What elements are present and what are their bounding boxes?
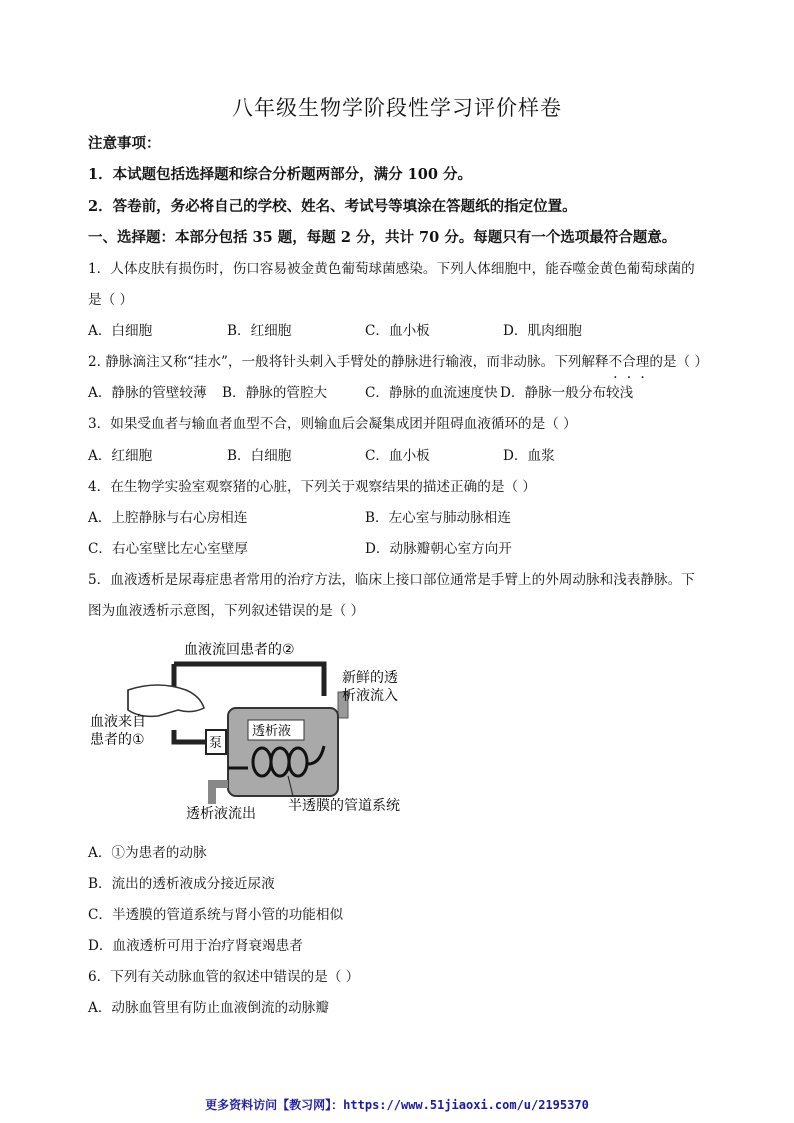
q2-option-a: A．静脉的管壁较薄 (88, 385, 207, 401)
q1-option-d: D．肌肉细胞 (503, 323, 582, 339)
q5-option-a: A．①为患者的动脉 (88, 845, 207, 861)
outflow-pipe (212, 784, 228, 804)
q1-option-a: A．白细胞 (88, 323, 153, 339)
q4-option-a: A．上腔静脉与右心房相连 (88, 510, 248, 526)
q6-stem: 6．下列有关动脉血管的叙述中错误的是（ ） (88, 969, 360, 985)
dialysis-diagram (88, 634, 418, 824)
q2-stem (88, 352, 708, 372)
return-label: 血液流回患者的② (184, 642, 295, 658)
q5-stem-line2: 图为血液透析示意图，下列叙述错误的是（ ） (88, 603, 365, 619)
q2-emphasis-char-2: 合 (622, 354, 636, 370)
dialysis-diagram-svg (88, 634, 418, 824)
q2-stem-suffix: 的是（ ） (649, 354, 709, 370)
q2-option-c: C．静脉的血流速度快 (365, 385, 498, 401)
q2-option-b: B．静脉的管腔大 (222, 385, 328, 401)
q3-option-d: D．血浆 (503, 448, 555, 464)
notice-heading: 注意事项： (88, 135, 161, 152)
q5-option-b: B．流出的透析液成分接近尿液 (88, 876, 275, 892)
q4-option-c: C．右心室壁比左心室壁厚 (88, 541, 248, 557)
from-label-2: 患者的① (90, 732, 145, 748)
page-title: 八年级生物学阶段性学习评价样卷 (232, 96, 562, 120)
inflow-tube (174, 730, 206, 742)
notice-item-1: 1．本试题包括选择题和综合分析题两部分，满分 100 分。 (88, 166, 472, 183)
return-tube (174, 664, 324, 696)
q1-option-b: B．红细胞 (227, 323, 292, 339)
pump-label: 泵 (209, 736, 223, 751)
dialysate-label: 透析液 (252, 724, 292, 739)
q1-stem-line2: 是（ ） (88, 292, 134, 308)
q3-option-c: C．血小板 (365, 448, 430, 464)
membrane-label: 半透膜的管道系统 (288, 798, 400, 814)
q5-stem-line1: 5．血液透析是尿毒症患者常用的治疗方法，临床上接口部位通常是手臂上的外周动脉和浅表静脉。下 (88, 572, 695, 588)
q5-option-d: D．血液透析可用于治疗肾衰竭患者 (88, 938, 303, 954)
fresh-label-1: 新鲜的透 (342, 670, 398, 686)
q3-option-b: B．白细胞 (227, 448, 292, 464)
q2-emphasis-char-1: 不 (608, 354, 623, 370)
outflow-label: 透析液流出 (186, 806, 256, 822)
q4-stem: 4．在生物学实验室观察猪的心脏，下列关于观察结果的描述正确的是（ ） (88, 479, 536, 495)
footer-link[interactable]: 更多资料访问【教习网】：https://www.51jiaoxi.com/u/2195370 (205, 1098, 589, 1112)
q2-emphasis-char-3: 理 (635, 354, 650, 370)
from-label-1: 血液来自 (90, 714, 146, 730)
q4-option-b: B．左心室与肺动脉相连 (365, 510, 511, 526)
q1-option-c: C．血小板 (365, 323, 430, 339)
q3-option-a: A．红细胞 (88, 448, 153, 464)
q3-stem: 3．如果受血者与输血者血型不合，则输血后会凝集成团并阻碍血液循环的是（ ） (88, 416, 577, 432)
fresh-label-2: 析液流入 (342, 688, 398, 704)
q5-option-c: C．半透膜的管道系统与肾小管的功能相似 (88, 907, 344, 923)
q2-option-d: D．静脉一般分布较浅 (500, 385, 634, 401)
q6-option-a: A．动脉血管里有防止血液倒流的动脉瓣 (88, 1000, 329, 1016)
notice-item-2: 2．答卷前，务必将自己的学校、姓名、考试号等填涂在答题纸的指定位置。 (88, 198, 577, 215)
q1-stem-line1: 1．人体皮肤有损伤时，伤口容易被金黄色葡萄球菌感染。下列人体细胞中，能吞噬金黄色葡萄球菌的 (88, 261, 695, 277)
q2-stem-prefix: 2. 静脉滴注又称“挂水”，一般将针头刺入手臂处的静脉进行输液，而非动脉。下列解释 (88, 354, 609, 370)
q4-option-d: D．动脉瓣朝心室方向开 (365, 541, 512, 557)
section-heading: 一、选择题：本部分包括 35 题，每题 2 分，共计 70 分。每题只有一个选项最符合题意。 (88, 229, 677, 246)
hand-icon (128, 685, 204, 716)
